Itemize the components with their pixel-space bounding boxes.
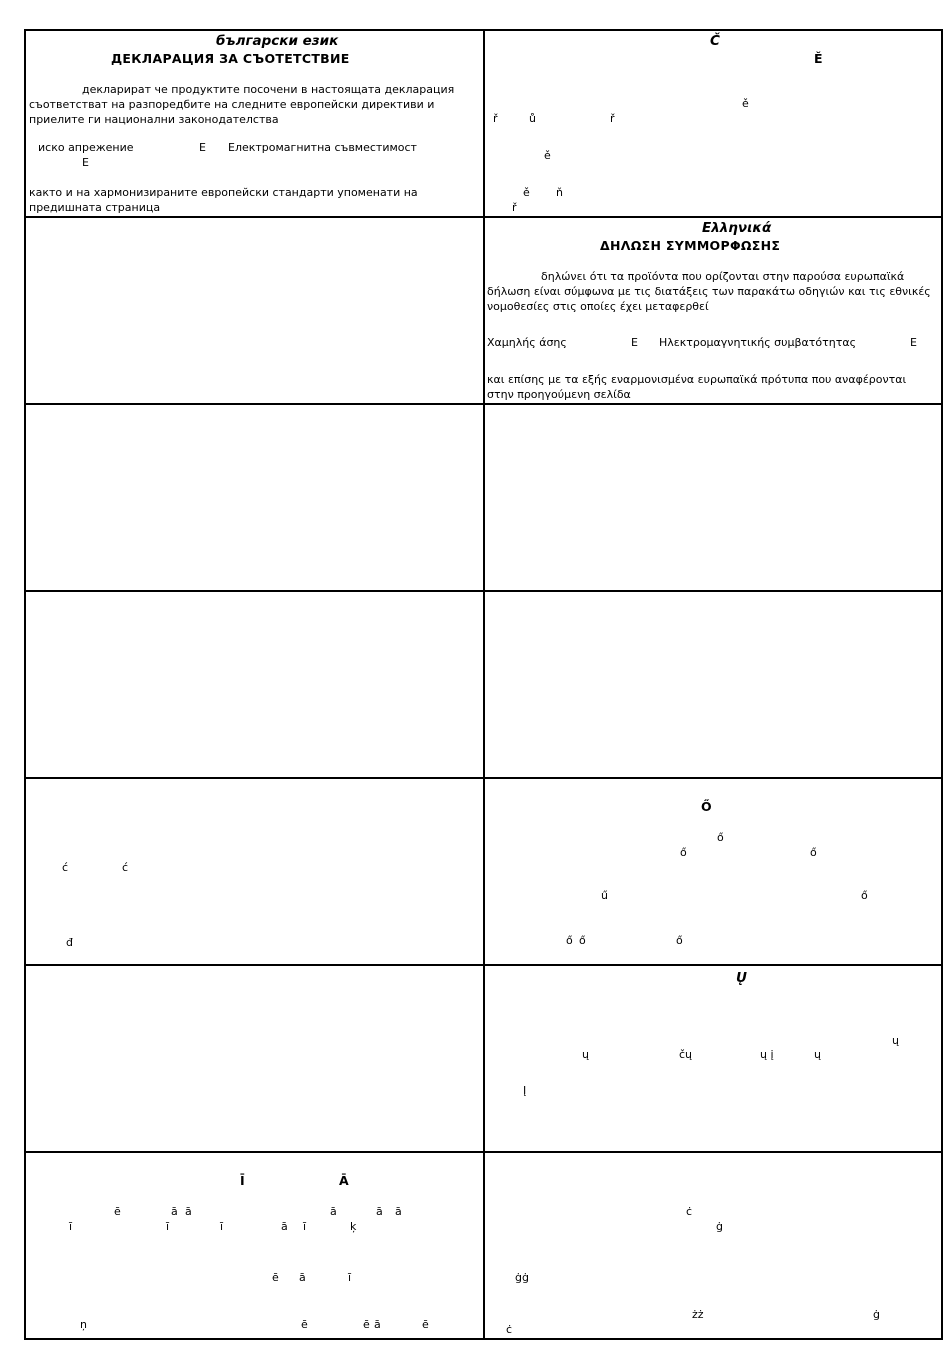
glyph: ā [171,1205,178,1218]
glyph: ų į [760,1048,774,1061]
glyph: ő [717,831,724,844]
glyph: Į [523,1084,527,1097]
standards-text: както и на хармонизираните европейски стандарти упоменати на [29,186,418,199]
directive-code: Е [82,156,89,169]
glyph: ā [376,1205,383,1218]
glyph: ā [281,1220,288,1233]
glyph: żż [692,1308,704,1321]
glyph: ē [301,1318,308,1331]
standards-text: και επίσης με τα εξής εναρμονισμένα ευρωπαϊκά πρότυπα που αναφέρονται [487,373,907,386]
glyph: ġ [716,1220,723,1233]
standards-text: предишната страница [29,201,161,214]
empty-cell [486,405,942,590]
glyph: ē [114,1205,121,1218]
language-heading: Č [710,33,720,49]
glyph: ů [529,112,536,125]
glyph: ű [601,889,608,902]
glyph: ī [166,1220,170,1233]
column-divider [483,31,485,1338]
glyph: ġ [873,1308,880,1321]
directive-code: Ε [631,336,638,349]
czech-cell [486,31,942,216]
maltese-cell [486,1153,942,1338]
glyph: ķ [350,1220,357,1233]
glyph: ų [892,1034,899,1047]
latvian-cell [28,1153,482,1338]
glyph: ī [69,1220,73,1233]
glyph: ő [676,934,683,947]
glyph: ā [299,1271,306,1284]
glyph: ő [861,889,868,902]
glyph: ġġ [515,1271,529,1284]
directive-code: Е [199,141,206,154]
empty-cell [28,966,482,1151]
glyph: ě [523,186,530,199]
empty-cell [28,405,482,590]
glyph: čų [679,1048,693,1061]
glyph: ő [566,934,573,947]
glyph: ā [374,1318,381,1331]
declaration-grid [24,29,943,1340]
declaration-text: съответстват на разпоредбите на следните европейски директиви и [29,98,435,111]
glyph: ć [62,861,69,874]
directive-code: Ε [910,336,917,349]
declaration-text: декларират че продуктите посочени в настоящата декларация [82,83,455,96]
emc-directive: Електромагнитна съвместимост [228,141,417,154]
hungarian-cell [486,779,942,964]
glyph: ċ [506,1323,513,1336]
declaration-title: Ě [814,51,823,66]
declaration-title: Ī [240,1173,245,1188]
glyph: ī [220,1220,224,1233]
glyph: ē [272,1271,279,1284]
glyph: ņ [80,1318,87,1331]
glyph: đ [66,936,73,949]
glyph: ő [680,846,687,859]
glyph: ě [742,97,749,110]
low-voltage-directive: иско апрежение [38,141,134,154]
glyph: ē [422,1318,429,1331]
declaration-text: δήλωση είναι σύμφωνα με τις διατάξεις των παρακάτω οδηγιών και τις εθνικές [487,285,931,298]
emc-directive: Ηλεκτρομαγνητικής συμβατότητας [659,336,857,349]
glyph: ř [493,112,498,125]
glyph: ā [395,1205,402,1218]
standards-text: στην προηγούμενη σελίδα [487,388,631,401]
glyph: ř [610,112,615,125]
glyph: ő [579,934,586,947]
empty-cell [486,592,942,777]
declaration-title: ДЕКЛАРАЦИЯ ЗА СЪОТЕТСТВИЕ [111,51,350,66]
greek-cell [486,218,942,403]
declaration-text: δηλώνει ότι τα προϊόντα που ορίζονται στην παρούσα ευρωπαϊκά [541,270,905,283]
glyph: ċ [686,1205,693,1218]
declaration-title: Ā [339,1173,349,1188]
glyph: ň [556,186,563,199]
glyph: ē [363,1318,370,1331]
lithuanian-cell [486,966,942,1151]
language-heading: Ελληνικά [702,220,772,236]
language-heading: Ų [736,970,747,986]
glyph: ų [582,1048,589,1061]
declaration-title: ΔΗΛΩΣΗ ΣΥΜΜΟΡΦΩΣΗΣ [600,238,781,253]
glyph: ā [330,1205,337,1218]
empty-cell [28,218,482,403]
declaration-title: Ő [701,799,712,814]
glyph: ī [348,1271,352,1284]
glyph: ő [810,846,817,859]
declaration-text: νομοθεσίες στις οποίες έχει μεταφερθεί [487,300,709,313]
glyph: ě [544,149,551,162]
language-heading: български език [216,33,339,49]
empty-cell [28,592,482,777]
declaration-text: приелите ги национални законодателства [29,113,279,126]
croatian-cell [28,779,482,964]
glyph: ā [185,1205,192,1218]
low-voltage-directive: Χαμηλής άσης [487,336,567,349]
glyph: ř [512,201,517,214]
glyph: ī [303,1220,307,1233]
glyph: ų [814,1048,821,1061]
glyph: ć [122,861,129,874]
bulgarian-cell [28,31,482,216]
